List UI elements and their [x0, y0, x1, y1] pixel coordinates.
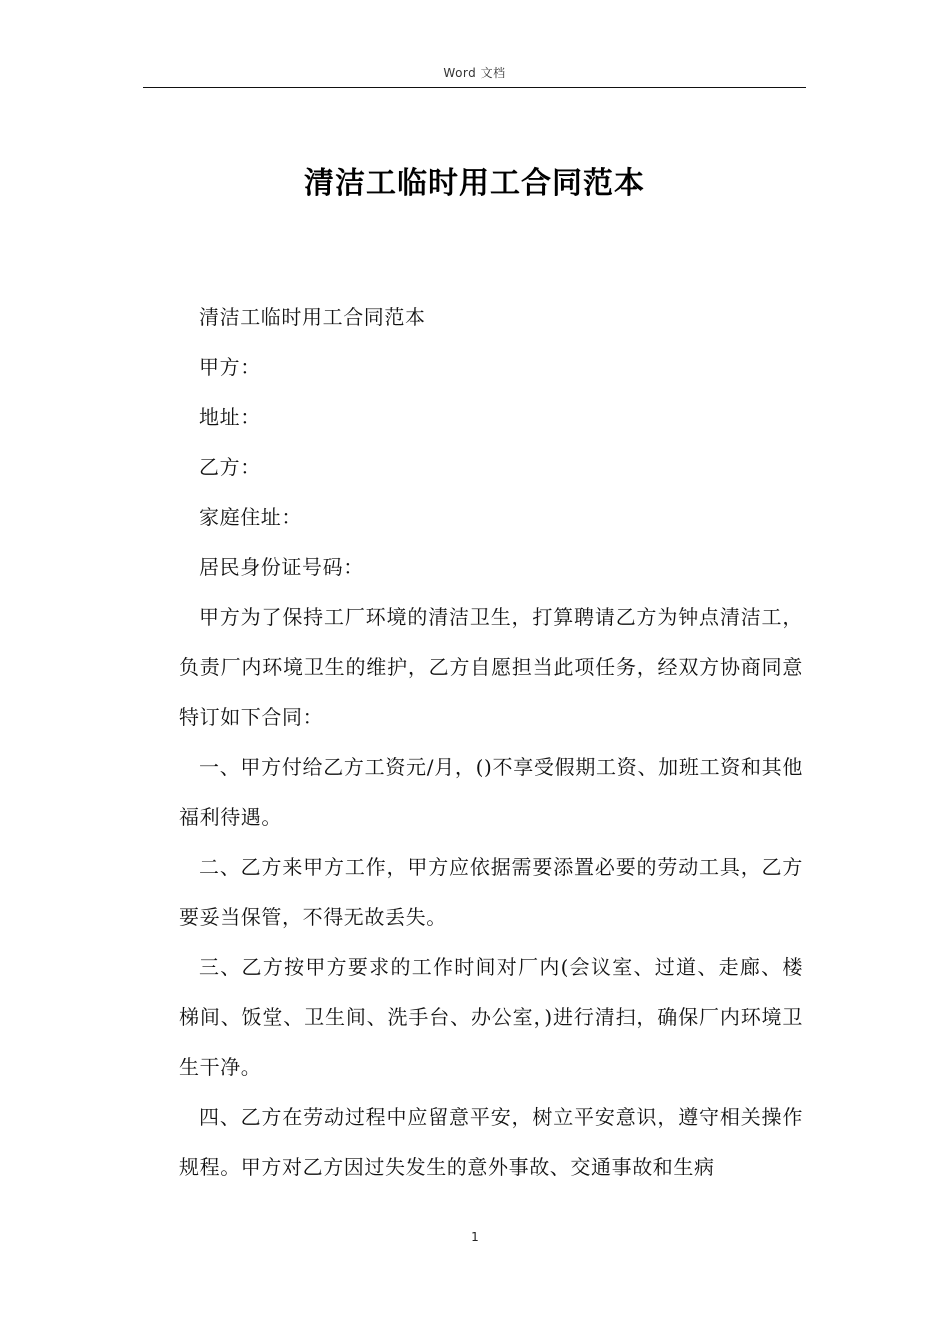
document-title: 清洁工临时用工合同范本	[304, 166, 645, 201]
paragraph-preamble: 甲方为了保持工厂环境的清洁卫生，打算聘请乙方为钟点清洁工，负责厂内环境卫生的维护，乙方自愿担当此项任务，经双方协商同意特订如下合同：	[179, 605, 803, 729]
paragraph-party-a: 甲方：	[199, 355, 261, 379]
page-number: 1	[471, 1230, 479, 1244]
paragraph-clause-2: 二、乙方来甲方工作，甲方应依据需要添置必要的劳动工具，乙方要妥当保管，不得无故丢失。	[179, 855, 803, 929]
header-divider	[143, 87, 806, 88]
document-body	[179, 292, 803, 1192]
paragraph-id-number: 居民身份证号码：	[199, 555, 364, 579]
paragraph-clause-3: 三、乙方按甲方要求的工作时间对厂内(会议室、过道、走廊、楼梯间、饭堂、卫生间、洗手台、办公室，)进行清扫，确保厂内环境卫生干净。	[179, 955, 803, 1079]
paragraph-heading: 清洁工临时用工合同范本	[199, 305, 426, 329]
paragraph-home-address: 家庭住址：	[199, 505, 302, 529]
paragraph-clause-4: 四、乙方在劳动过程中应留意平安，树立平安意识，遵守相关操作规程。甲方对乙方因过失发生的意外事故、交通事故和生病	[179, 1105, 803, 1179]
page-header: Word 文档	[443, 66, 506, 80]
paragraph-party-b: 乙方：	[199, 455, 261, 479]
paragraph-clause-1: 一、甲方付给乙方工资元/月，()不享受假期工资、加班工资和其他福利待遇。	[179, 755, 803, 829]
paragraph-address: 地址：	[199, 405, 261, 429]
